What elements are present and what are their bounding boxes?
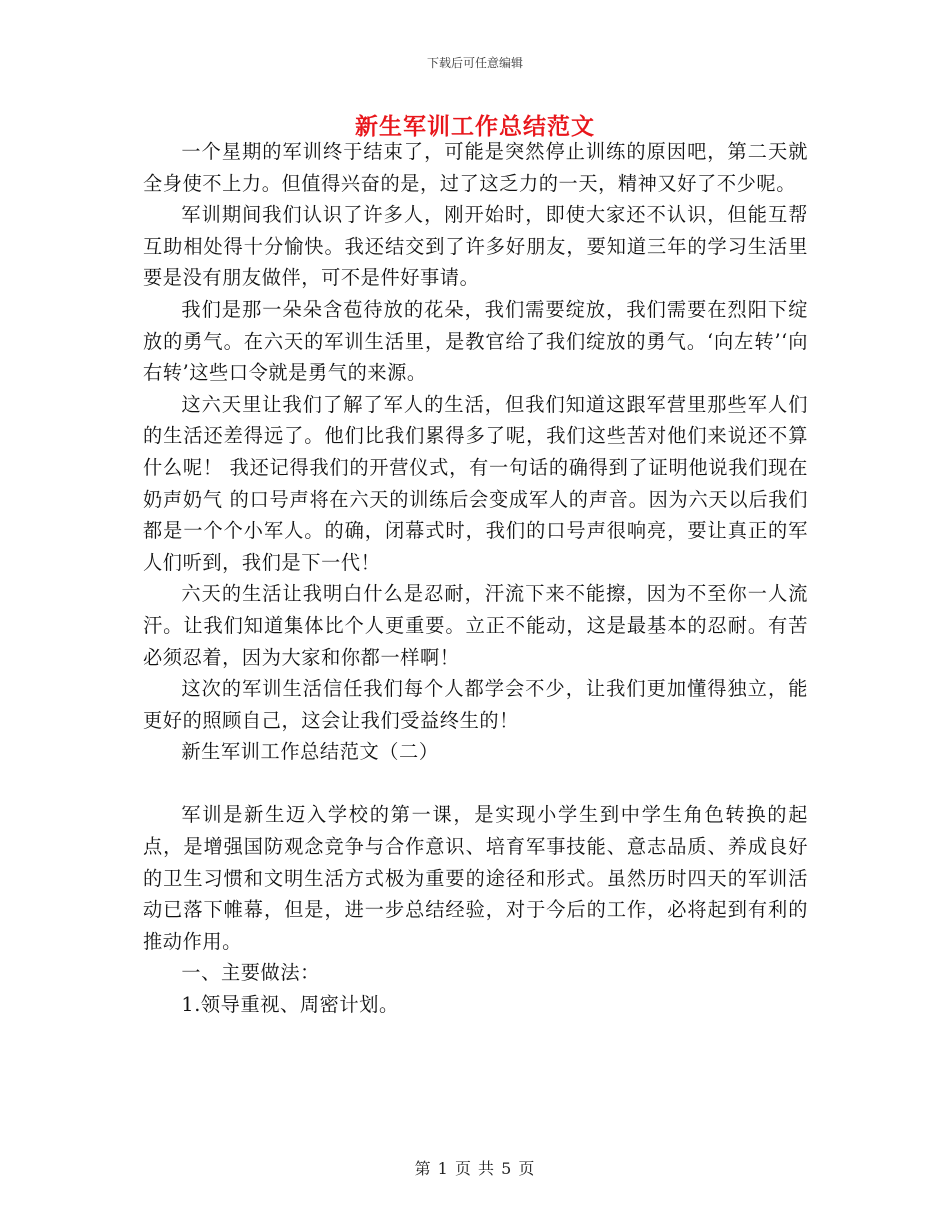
paragraph: 这六天里让我们了解了军人的生活，但我们知道这跟军营里那些军人们的生活还差得远了。他们比我们累得多了呢，我们这些苦对他们来说还不算什么呢！ 我还记得我们的开营仪式，有一句话的确得到了证明他说我们现在奶声奶气 的口号声将在六天的训练后会变成军人的声音。因为六天以后我们都是一个个小军人。的确，闭幕式时，我们的口号声很响亮，要让真正的军人们听到，我们是下一代！ bbox=[143, 392, 808, 574]
page-footer: 第 1 页 共 5 页 bbox=[414, 1159, 536, 1178]
subheading: 1.领导重视、周密计划。 bbox=[181, 993, 399, 1017]
document-title: 新生军训工作总结范文 bbox=[355, 113, 595, 140]
subheading: 一、主要做法： bbox=[181, 961, 320, 985]
paragraph: 军训是新生迈入学校的第一课，是实现小学生到中学生角色转换的起点，是增强国防观念竞争与合作意识、培育军事技能、意志品质、养成良好的卫生习惯和文明生活方式极为重要的途径和形式。虽然历时四天的军训活动已落下帷幕，但是，进一步总结经验，对于今后的工作，必将起到有利的推动作用。 bbox=[143, 803, 808, 953]
document-body bbox=[143, 136, 808, 1021]
page-header: 下载后可任意编辑 bbox=[426, 56, 523, 70]
paragraph: 军训期间我们认识了许多人，刚开始时，即使大家还不认识，但能互帮互助相处得十分愉快。我还结交到了许多好朋友，要知道三年的学习生活里要是没有朋友做伴，可不是件好事请。 bbox=[143, 203, 808, 290]
paragraph: 我们是那一朵朵含苞待放的花朵，我们需要绽放，我们需要在烈阳下绽放的勇气。在六天的军训生活里，是教官给了我们绽放的勇气。‘向左转’‘向右转’这些口令就是勇气的来源。 bbox=[143, 297, 808, 385]
section-heading: 新生军训工作总结范文（二） bbox=[181, 740, 439, 764]
paragraph: 一个星期的军训终于结束了，可能是突然停止训练的原因吧，第二天就全身使不上力。但值得兴奋的是，过了这乏力的一天，精神又好了不少呢。 bbox=[143, 140, 808, 195]
paragraph: 六天的生活让我明白什么是忍耐，汗流下来不能擦，因为不至你一人流汗。让我们知道集体比个人更重要。立正不能动，这是最基本的忍耐。有苦必须忍着，因为大家和你都一样啊！ bbox=[143, 582, 808, 669]
paragraph: 这次的军训生活信任我们每个人都学会不少，让我们更加懂得独立，能更好的照顾自己，这会让我们受益终生的！ bbox=[143, 677, 808, 732]
